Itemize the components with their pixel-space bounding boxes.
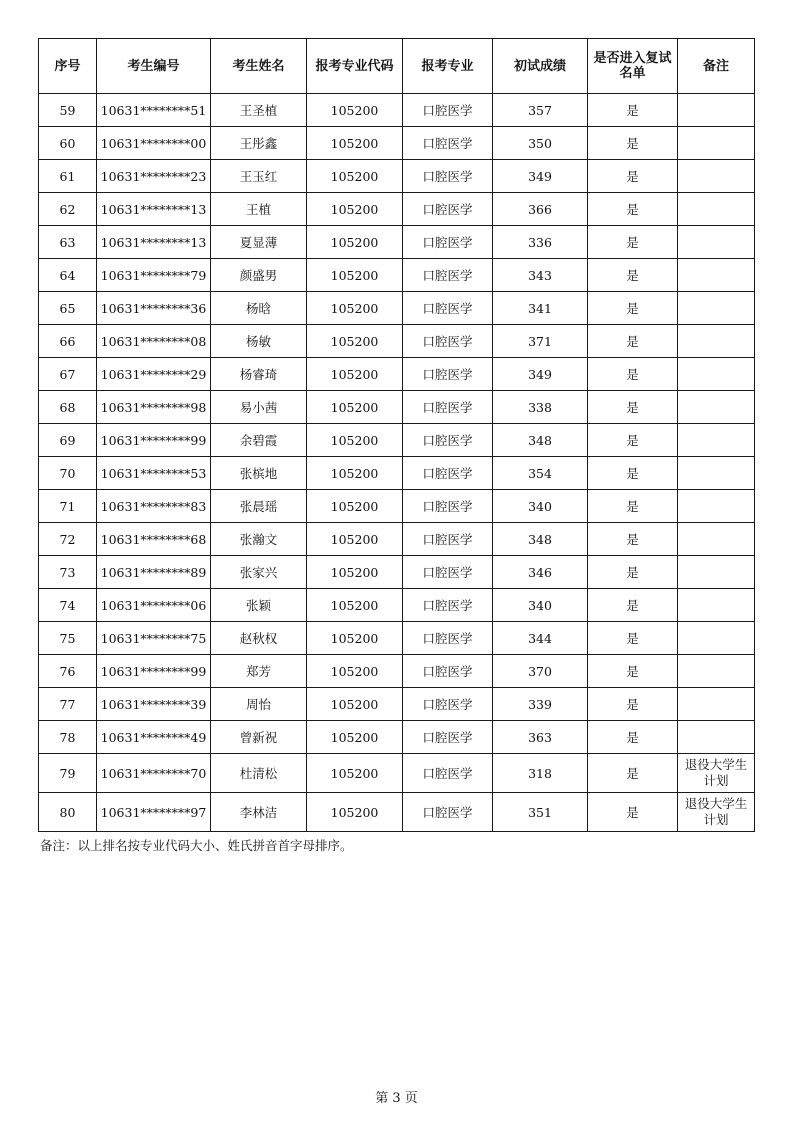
cell-name: 张家兴 — [211, 556, 307, 589]
cell-retest: 是 — [588, 391, 678, 424]
cell-major: 口腔医学 — [403, 226, 493, 259]
cell-remark — [678, 655, 755, 688]
remark-line: 计划 — [703, 812, 729, 827]
cell-major: 口腔医学 — [403, 292, 493, 325]
cell-retest: 是 — [588, 523, 678, 556]
header-exam-no: 考生编号 — [97, 39, 211, 94]
cell-major: 口腔医学 — [403, 556, 493, 589]
cell-major: 口腔医学 — [403, 589, 493, 622]
cell-score: 350 — [493, 127, 588, 160]
cell-seq: 66 — [39, 325, 97, 358]
cell-seq: 69 — [39, 424, 97, 457]
table-row — [39, 490, 755, 523]
cell-major-code: 105200 — [307, 721, 403, 754]
cell-major: 口腔医学 — [403, 193, 493, 226]
cell-retest: 是 — [588, 358, 678, 391]
cell-major: 口腔医学 — [403, 457, 493, 490]
cell-retest: 是 — [588, 688, 678, 721]
cell-major: 口腔医学 — [403, 424, 493, 457]
cell-major: 口腔医学 — [403, 622, 493, 655]
table-row — [39, 721, 755, 754]
cell-major-code: 105200 — [307, 325, 403, 358]
cell-seq: 67 — [39, 358, 97, 391]
cell-remark — [678, 523, 755, 556]
cell-score: 343 — [493, 259, 588, 292]
cell-retest: 是 — [588, 127, 678, 160]
cell-name: 王彤鑫 — [211, 127, 307, 160]
cell-seq: 62 — [39, 193, 97, 226]
cell-score: 349 — [493, 358, 588, 391]
cell-exam-no: 10631********13 — [97, 226, 211, 259]
cell-major: 口腔医学 — [403, 688, 493, 721]
table-row — [39, 94, 755, 127]
cell-name: 张槟地 — [211, 457, 307, 490]
header-remark: 备注 — [678, 39, 755, 94]
cell-name: 王圣植 — [211, 94, 307, 127]
cell-seq: 78 — [39, 721, 97, 754]
cell-remark — [678, 490, 755, 523]
cell-seq: 59 — [39, 94, 97, 127]
cell-name: 张颖 — [211, 589, 307, 622]
header-score: 初试成绩 — [493, 39, 588, 94]
cell-exam-no: 10631********83 — [97, 490, 211, 523]
table-row — [39, 754, 755, 793]
header-seq: 序号 — [39, 39, 97, 94]
cell-major-code: 105200 — [307, 523, 403, 556]
cell-remark — [678, 556, 755, 589]
cell-exam-no: 10631********97 — [97, 793, 211, 832]
table-row — [39, 259, 755, 292]
header-retest-line1: 是否进入复试 — [593, 51, 672, 66]
cell-score: 344 — [493, 622, 588, 655]
table-header-row — [39, 39, 755, 94]
table-row — [39, 160, 755, 193]
cell-major-code: 105200 — [307, 127, 403, 160]
cell-score: 363 — [493, 721, 588, 754]
table-row — [39, 793, 755, 832]
cell-seq: 63 — [39, 226, 97, 259]
cell-retest: 是 — [588, 292, 678, 325]
cell-score: 336 — [493, 226, 588, 259]
cell-seq: 65 — [39, 292, 97, 325]
table-row — [39, 226, 755, 259]
table-row — [39, 391, 755, 424]
cell-major-code: 105200 — [307, 358, 403, 391]
table-row — [39, 193, 755, 226]
cell-score: 340 — [493, 589, 588, 622]
cell-major: 口腔医学 — [403, 160, 493, 193]
cell-seq: 68 — [39, 391, 97, 424]
cell-major-code: 105200 — [307, 589, 403, 622]
cell-seq: 74 — [39, 589, 97, 622]
cell-major-code: 105200 — [307, 94, 403, 127]
cell-retest: 是 — [588, 793, 678, 832]
cell-exam-no: 10631********99 — [97, 424, 211, 457]
cell-major-code: 105200 — [307, 424, 403, 457]
cell-score: 370 — [493, 655, 588, 688]
header-major-code: 报考专业代码 — [307, 39, 403, 94]
cell-remark — [678, 160, 755, 193]
cell-remark — [678, 622, 755, 655]
cell-exam-no: 10631********68 — [97, 523, 211, 556]
cell-major-code: 105200 — [307, 622, 403, 655]
cell-exam-no: 10631********00 — [97, 127, 211, 160]
cell-major-code: 105200 — [307, 457, 403, 490]
cell-major: 口腔医学 — [403, 490, 493, 523]
cell-exam-no: 10631********98 — [97, 391, 211, 424]
cell-seq: 76 — [39, 655, 97, 688]
cell-major-code: 105200 — [307, 292, 403, 325]
cell-score: 354 — [493, 457, 588, 490]
cell-major: 口腔医学 — [403, 94, 493, 127]
table-row — [39, 655, 755, 688]
cell-major: 口腔医学 — [403, 793, 493, 832]
cell-major-code: 105200 — [307, 655, 403, 688]
cell-name: 张晨瑶 — [211, 490, 307, 523]
cell-retest: 是 — [588, 490, 678, 523]
cell-score: 338 — [493, 391, 588, 424]
cell-major: 口腔医学 — [403, 259, 493, 292]
cell-seq: 80 — [39, 793, 97, 832]
cell-seq: 70 — [39, 457, 97, 490]
cell-name: 王玉红 — [211, 160, 307, 193]
cell-name: 易小茜 — [211, 391, 307, 424]
cell-major: 口腔医学 — [403, 721, 493, 754]
footnote: 备注：以上排名按专业代码大小、姓氏拼音首字母排序。 — [40, 838, 353, 853]
table-row — [39, 556, 755, 589]
table-row — [39, 325, 755, 358]
cell-remark — [678, 688, 755, 721]
cell-exam-no: 10631********29 — [97, 358, 211, 391]
cell-score: 349 — [493, 160, 588, 193]
cell-name: 曾新祝 — [211, 721, 307, 754]
cell-name: 李林洁 — [211, 793, 307, 832]
cell-score: 346 — [493, 556, 588, 589]
cell-exam-no: 10631********36 — [97, 292, 211, 325]
cell-exam-no: 10631********49 — [97, 721, 211, 754]
cell-score: 348 — [493, 424, 588, 457]
table-row — [39, 688, 755, 721]
header-retest-line2: 名单 — [619, 66, 646, 81]
cell-retest: 是 — [588, 622, 678, 655]
cell-score: 339 — [493, 688, 588, 721]
cell-score: 371 — [493, 325, 588, 358]
table-row — [39, 424, 755, 457]
cell-exam-no: 10631********06 — [97, 589, 211, 622]
cell-major-code: 105200 — [307, 226, 403, 259]
cell-score: 318 — [493, 754, 588, 793]
cell-retest: 是 — [588, 259, 678, 292]
cell-name: 王植 — [211, 193, 307, 226]
cell-exam-no: 10631********08 — [97, 325, 211, 358]
cell-major-code: 105200 — [307, 793, 403, 832]
cell-major-code: 105200 — [307, 688, 403, 721]
cell-retest: 是 — [588, 556, 678, 589]
cell-remark — [678, 754, 755, 793]
cell-remark — [678, 94, 755, 127]
cell-major: 口腔医学 — [403, 391, 493, 424]
cell-score: 341 — [493, 292, 588, 325]
cell-name: 赵秋权 — [211, 622, 307, 655]
cell-seq: 79 — [39, 754, 97, 793]
cell-name: 杜清松 — [211, 754, 307, 793]
cell-seq: 72 — [39, 523, 97, 556]
cell-remark — [678, 193, 755, 226]
cell-major: 口腔医学 — [403, 655, 493, 688]
cell-seq: 77 — [39, 688, 97, 721]
table-row — [39, 358, 755, 391]
cell-remark — [678, 226, 755, 259]
cell-remark — [678, 721, 755, 754]
cell-retest: 是 — [588, 160, 678, 193]
cell-remark — [678, 424, 755, 457]
cell-major: 口腔医学 — [403, 127, 493, 160]
cell-remark — [678, 325, 755, 358]
cell-retest: 是 — [588, 589, 678, 622]
cell-exam-no: 10631********99 — [97, 655, 211, 688]
cell-score: 351 — [493, 793, 588, 832]
cell-name: 夏显薄 — [211, 226, 307, 259]
cell-retest: 是 — [588, 655, 678, 688]
table-row — [39, 589, 755, 622]
cell-remark — [678, 391, 755, 424]
cell-major-code: 105200 — [307, 160, 403, 193]
cell-name: 余碧霞 — [211, 424, 307, 457]
cell-remark — [678, 127, 755, 160]
cell-exam-no: 10631********75 — [97, 622, 211, 655]
cell-remark — [678, 358, 755, 391]
table-row — [39, 523, 755, 556]
cell-seq: 73 — [39, 556, 97, 589]
cell-remark — [678, 457, 755, 490]
cell-exam-no: 10631********51 — [97, 94, 211, 127]
cell-major: 口腔医学 — [403, 523, 493, 556]
cell-retest: 是 — [588, 94, 678, 127]
cell-retest: 是 — [588, 193, 678, 226]
cell-remark — [678, 589, 755, 622]
cell-retest: 是 — [588, 721, 678, 754]
cell-major: 口腔医学 — [403, 358, 493, 391]
cell-name: 郑芳 — [211, 655, 307, 688]
cell-seq: 75 — [39, 622, 97, 655]
page-number: 第 3 页 — [375, 1091, 418, 1106]
cell-name: 杨敏 — [211, 325, 307, 358]
cell-major: 口腔医学 — [403, 754, 493, 793]
cell-exam-no: 10631********23 — [97, 160, 211, 193]
cell-remark — [678, 793, 755, 832]
cell-major-code: 105200 — [307, 391, 403, 424]
cell-major-code: 105200 — [307, 193, 403, 226]
cell-name: 张瀚文 — [211, 523, 307, 556]
header-retest — [588, 39, 678, 94]
remark-line: 计划 — [703, 773, 729, 788]
admission-list-sheet — [38, 38, 754, 832]
remark-line: 退役大学生 — [684, 796, 748, 811]
table-body — [39, 94, 755, 832]
cell-retest: 是 — [588, 226, 678, 259]
cell-major-code: 105200 — [307, 490, 403, 523]
cell-retest: 是 — [588, 424, 678, 457]
cell-exam-no: 10631********13 — [97, 193, 211, 226]
cell-seq: 64 — [39, 259, 97, 292]
cell-name: 周怡 — [211, 688, 307, 721]
cell-remark — [678, 292, 755, 325]
cell-exam-no: 10631********39 — [97, 688, 211, 721]
cell-exam-no: 10631********79 — [97, 259, 211, 292]
cell-seq: 60 — [39, 127, 97, 160]
cell-seq: 61 — [39, 160, 97, 193]
cell-name: 杨睿琦 — [211, 358, 307, 391]
table-row — [39, 622, 755, 655]
cell-seq: 71 — [39, 490, 97, 523]
cell-exam-no: 10631********89 — [97, 556, 211, 589]
cell-major-code: 105200 — [307, 556, 403, 589]
table-row — [39, 457, 755, 490]
remark-line: 退役大学生 — [684, 757, 748, 772]
cell-remark — [678, 259, 755, 292]
header-major: 报考专业 — [403, 39, 493, 94]
cell-name: 颜盛男 — [211, 259, 307, 292]
cell-retest: 是 — [588, 457, 678, 490]
cell-major-code: 105200 — [307, 259, 403, 292]
cell-exam-no: 10631********70 — [97, 754, 211, 793]
cell-major-code: 105200 — [307, 754, 403, 793]
cell-retest: 是 — [588, 754, 678, 793]
cell-exam-no: 10631********53 — [97, 457, 211, 490]
cell-score: 348 — [493, 523, 588, 556]
table-row — [39, 292, 755, 325]
cell-major: 口腔医学 — [403, 325, 493, 358]
cell-score: 340 — [493, 490, 588, 523]
cell-name: 杨晗 — [211, 292, 307, 325]
table-row — [39, 127, 755, 160]
cell-score: 357 — [493, 94, 588, 127]
candidate-table — [38, 38, 755, 832]
cell-retest: 是 — [588, 325, 678, 358]
header-name: 考生姓名 — [211, 39, 307, 94]
cell-score: 366 — [493, 193, 588, 226]
